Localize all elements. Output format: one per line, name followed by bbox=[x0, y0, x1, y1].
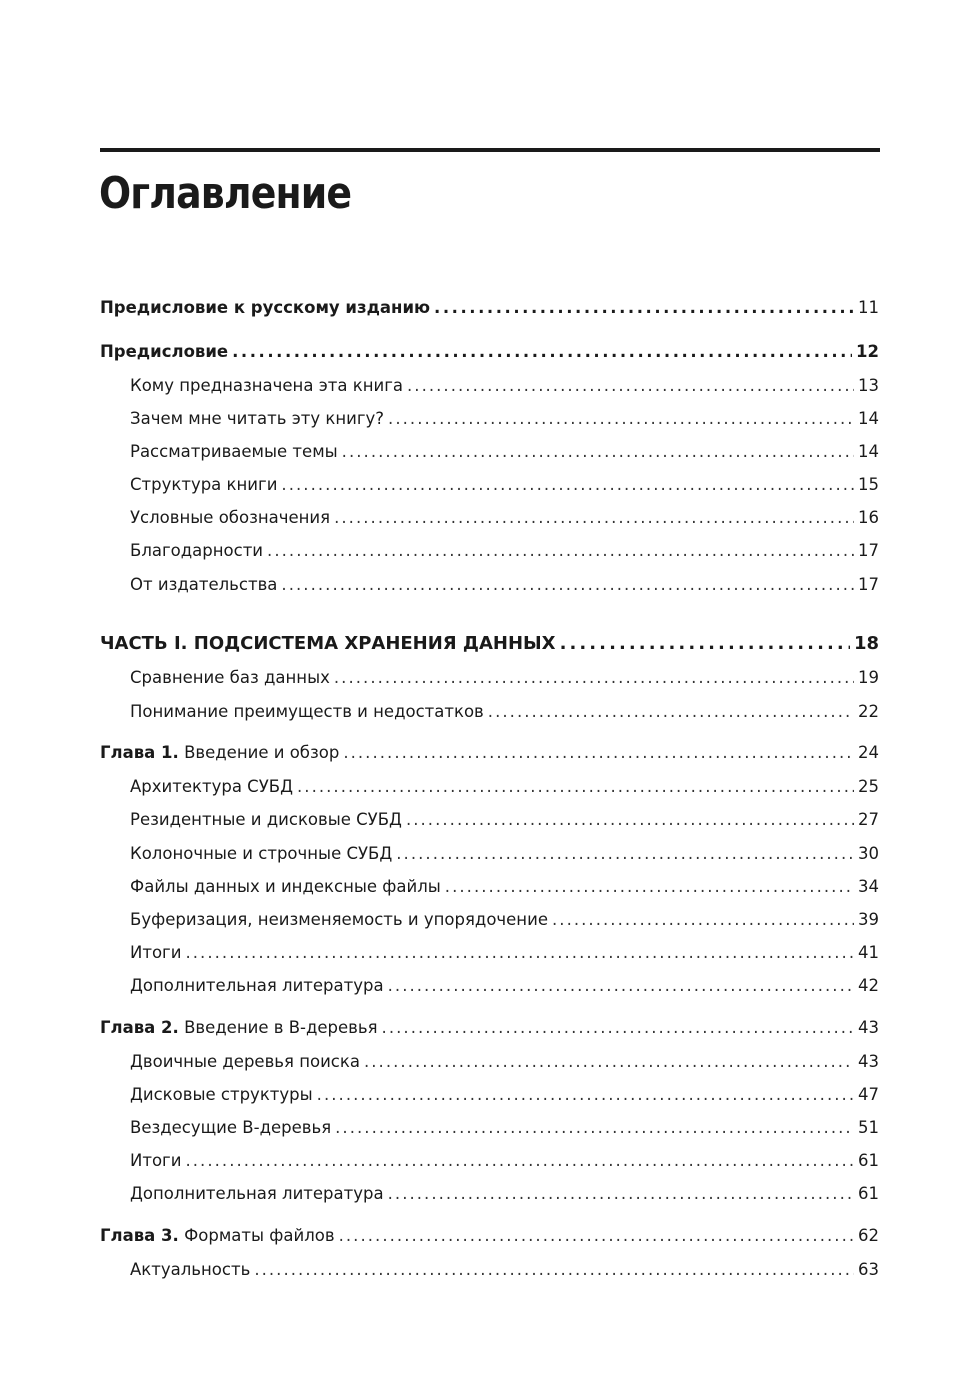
toc-entry-page: 30 bbox=[858, 844, 879, 863]
toc-entry-page: 19 bbox=[858, 668, 879, 687]
dot-leader bbox=[281, 475, 854, 494]
toc-entry-label: Сравнение баз данных bbox=[130, 668, 330, 687]
dot-leader bbox=[334, 668, 854, 687]
toc-entry[interactable] bbox=[130, 1118, 879, 1137]
dot-leader bbox=[267, 541, 854, 560]
toc-entry-label: От издательства bbox=[130, 575, 278, 594]
toc-entry-page: 43 bbox=[858, 1052, 879, 1071]
toc-entry[interactable] bbox=[130, 810, 879, 829]
toc-entry-page: 17 bbox=[858, 541, 879, 560]
toc-entry[interactable] bbox=[130, 1151, 879, 1170]
dot-leader bbox=[281, 575, 854, 594]
toc-entry[interactable] bbox=[130, 702, 879, 721]
toc-entry[interactable] bbox=[130, 409, 879, 428]
toc-entry-label: Кому предназначена эта книга bbox=[130, 376, 403, 395]
dot-leader bbox=[488, 702, 854, 721]
dot-leader bbox=[407, 376, 854, 395]
toc-entry-label: Итоги bbox=[130, 1151, 182, 1170]
toc-entry[interactable] bbox=[130, 475, 879, 494]
dot-leader bbox=[317, 1085, 854, 1104]
chapter-number: Глава 3. bbox=[100, 1226, 179, 1245]
toc-entry[interactable] bbox=[130, 1260, 879, 1279]
toc-entry-page: 11 bbox=[858, 298, 879, 317]
toc-entry-label bbox=[100, 1226, 335, 1245]
toc-entry[interactable] bbox=[130, 508, 879, 527]
toc-entry-page: 61 bbox=[858, 1184, 879, 1203]
dot-leader bbox=[388, 409, 854, 428]
toc-entry-page: 42 bbox=[858, 976, 879, 995]
toc-entry[interactable] bbox=[130, 1085, 879, 1104]
toc-entry-page: 13 bbox=[858, 376, 879, 395]
toc-entry-label: Понимание преимуществ и недостатков bbox=[130, 702, 484, 721]
toc-entry[interactable] bbox=[130, 1052, 879, 1071]
toc-entry-page: 62 bbox=[858, 1226, 879, 1245]
chapter-title: Форматы файлов bbox=[184, 1226, 335, 1245]
toc-entry-label: Вездесущие B-деревья bbox=[130, 1118, 332, 1137]
toc-entry-label: Буферизация, неизменяемость и упорядочение bbox=[130, 910, 548, 929]
toc-entry-label: Дополнительная литература bbox=[130, 1184, 384, 1203]
dot-leader bbox=[560, 633, 850, 654]
toc-entry-page: 25 bbox=[858, 777, 879, 796]
dot-leader bbox=[445, 877, 854, 896]
toc-entry-page: 14 bbox=[858, 442, 879, 461]
toc-entry-label: Зачем мне читать эту книгу? bbox=[130, 409, 385, 428]
toc-entry[interactable] bbox=[130, 541, 879, 560]
toc-entry[interactable] bbox=[130, 442, 879, 461]
toc-entry[interactable] bbox=[130, 668, 879, 687]
dot-leader bbox=[342, 442, 854, 461]
toc-entry-page: 39 bbox=[858, 910, 879, 929]
toc-entry-label: Резидентные и дисковые СУБД bbox=[130, 810, 402, 829]
dot-leader bbox=[552, 910, 854, 929]
toc-entry[interactable] bbox=[100, 298, 879, 317]
toc-entry[interactable] bbox=[130, 943, 879, 962]
chapter-number: Глава 2. bbox=[100, 1018, 179, 1037]
toc-entry-label: Благодарности bbox=[130, 541, 264, 560]
toc-entry-label bbox=[100, 1018, 378, 1037]
toc-chapter-entry[interactable] bbox=[100, 743, 879, 762]
toc-entry-label: Файлы данных и индексные файлы bbox=[130, 877, 441, 896]
toc-entry-page: 16 bbox=[858, 508, 879, 527]
toc-entry-label: Рассматриваемые темы bbox=[130, 442, 338, 461]
toc-entry[interactable] bbox=[130, 910, 879, 929]
toc-entry-page: 34 bbox=[858, 877, 879, 896]
toc-entry-page: 18 bbox=[853, 633, 879, 654]
toc-entry-page: 47 bbox=[858, 1085, 879, 1104]
dot-leader bbox=[364, 1052, 854, 1071]
dot-leader bbox=[406, 810, 854, 829]
chapter-number: Глава 1. bbox=[100, 743, 179, 762]
toc-entry-page: 41 bbox=[858, 943, 879, 962]
chapter-title: Введение в B-деревья bbox=[184, 1018, 378, 1037]
toc-entry-page: 61 bbox=[858, 1151, 879, 1170]
toc-entry-page: 24 bbox=[858, 743, 879, 762]
toc-entry[interactable] bbox=[130, 976, 879, 995]
toc-entry[interactable] bbox=[130, 877, 879, 896]
toc-entry[interactable] bbox=[130, 777, 879, 796]
dot-leader bbox=[334, 508, 854, 527]
toc-entry[interactable] bbox=[130, 575, 879, 594]
toc-entry-label: Дисковые структуры bbox=[130, 1085, 313, 1104]
toc-entry-page: 14 bbox=[858, 409, 879, 428]
toc-entry-page: 17 bbox=[858, 575, 879, 594]
dot-leader bbox=[297, 777, 854, 796]
dot-leader bbox=[232, 342, 852, 361]
dot-leader bbox=[388, 976, 854, 995]
toc-entry-page: 22 bbox=[858, 702, 879, 721]
page-title: Оглавление bbox=[99, 168, 352, 219]
dot-leader bbox=[343, 743, 854, 762]
toc-entry-page: 12 bbox=[856, 342, 879, 361]
toc-entry[interactable] bbox=[130, 844, 879, 863]
dot-leader bbox=[185, 943, 854, 962]
dot-leader bbox=[396, 844, 854, 863]
toc-entry-label: Предисловие bbox=[100, 342, 229, 361]
dot-leader bbox=[339, 1226, 854, 1245]
toc-entry[interactable] bbox=[130, 376, 879, 395]
toc-entry-page: 27 bbox=[858, 810, 879, 829]
toc-entry-label: Актуальность bbox=[130, 1260, 251, 1279]
toc-part-entry[interactable] bbox=[100, 633, 879, 654]
dot-leader bbox=[185, 1151, 854, 1170]
toc-entry-label: Архитектура СУБД bbox=[130, 777, 293, 796]
toc-entry[interactable] bbox=[130, 1184, 879, 1203]
chapter-title: Введение и обзор bbox=[184, 743, 340, 762]
toc-entry-label: Итоги bbox=[130, 943, 182, 962]
toc-chapter-entry[interactable] bbox=[100, 1226, 879, 1245]
toc-entry-page: 63 bbox=[858, 1260, 879, 1279]
toc-entry-label: Структура книги bbox=[130, 475, 278, 494]
toc-chapter-entry[interactable] bbox=[100, 1018, 879, 1037]
toc-entry-label: Колоночные и строчные СУБД bbox=[130, 844, 393, 863]
toc-entry-label: Дополнительная литература bbox=[130, 976, 384, 995]
toc-entry-label: ЧАСТЬ I. ПОДСИСТЕМА ХРАНЕНИЯ ДАННЫХ bbox=[100, 633, 556, 654]
toc-entry-label bbox=[100, 743, 339, 762]
toc-entry-label: Предисловие к русскому изданию bbox=[100, 298, 431, 317]
toc-entry[interactable] bbox=[100, 342, 879, 361]
toc-entry-page: 51 bbox=[858, 1118, 879, 1137]
dot-leader bbox=[335, 1118, 854, 1137]
toc-entry-label: Условные обозначения bbox=[130, 508, 331, 527]
dot-leader bbox=[382, 1018, 854, 1037]
toc-entry-page: 43 bbox=[858, 1018, 879, 1037]
dot-leader bbox=[254, 1260, 854, 1279]
dot-leader bbox=[388, 1184, 854, 1203]
toc-entry-label: Двоичные деревья поиска bbox=[130, 1052, 360, 1071]
toc-entry-page: 15 bbox=[858, 475, 879, 494]
dot-leader bbox=[434, 298, 854, 317]
